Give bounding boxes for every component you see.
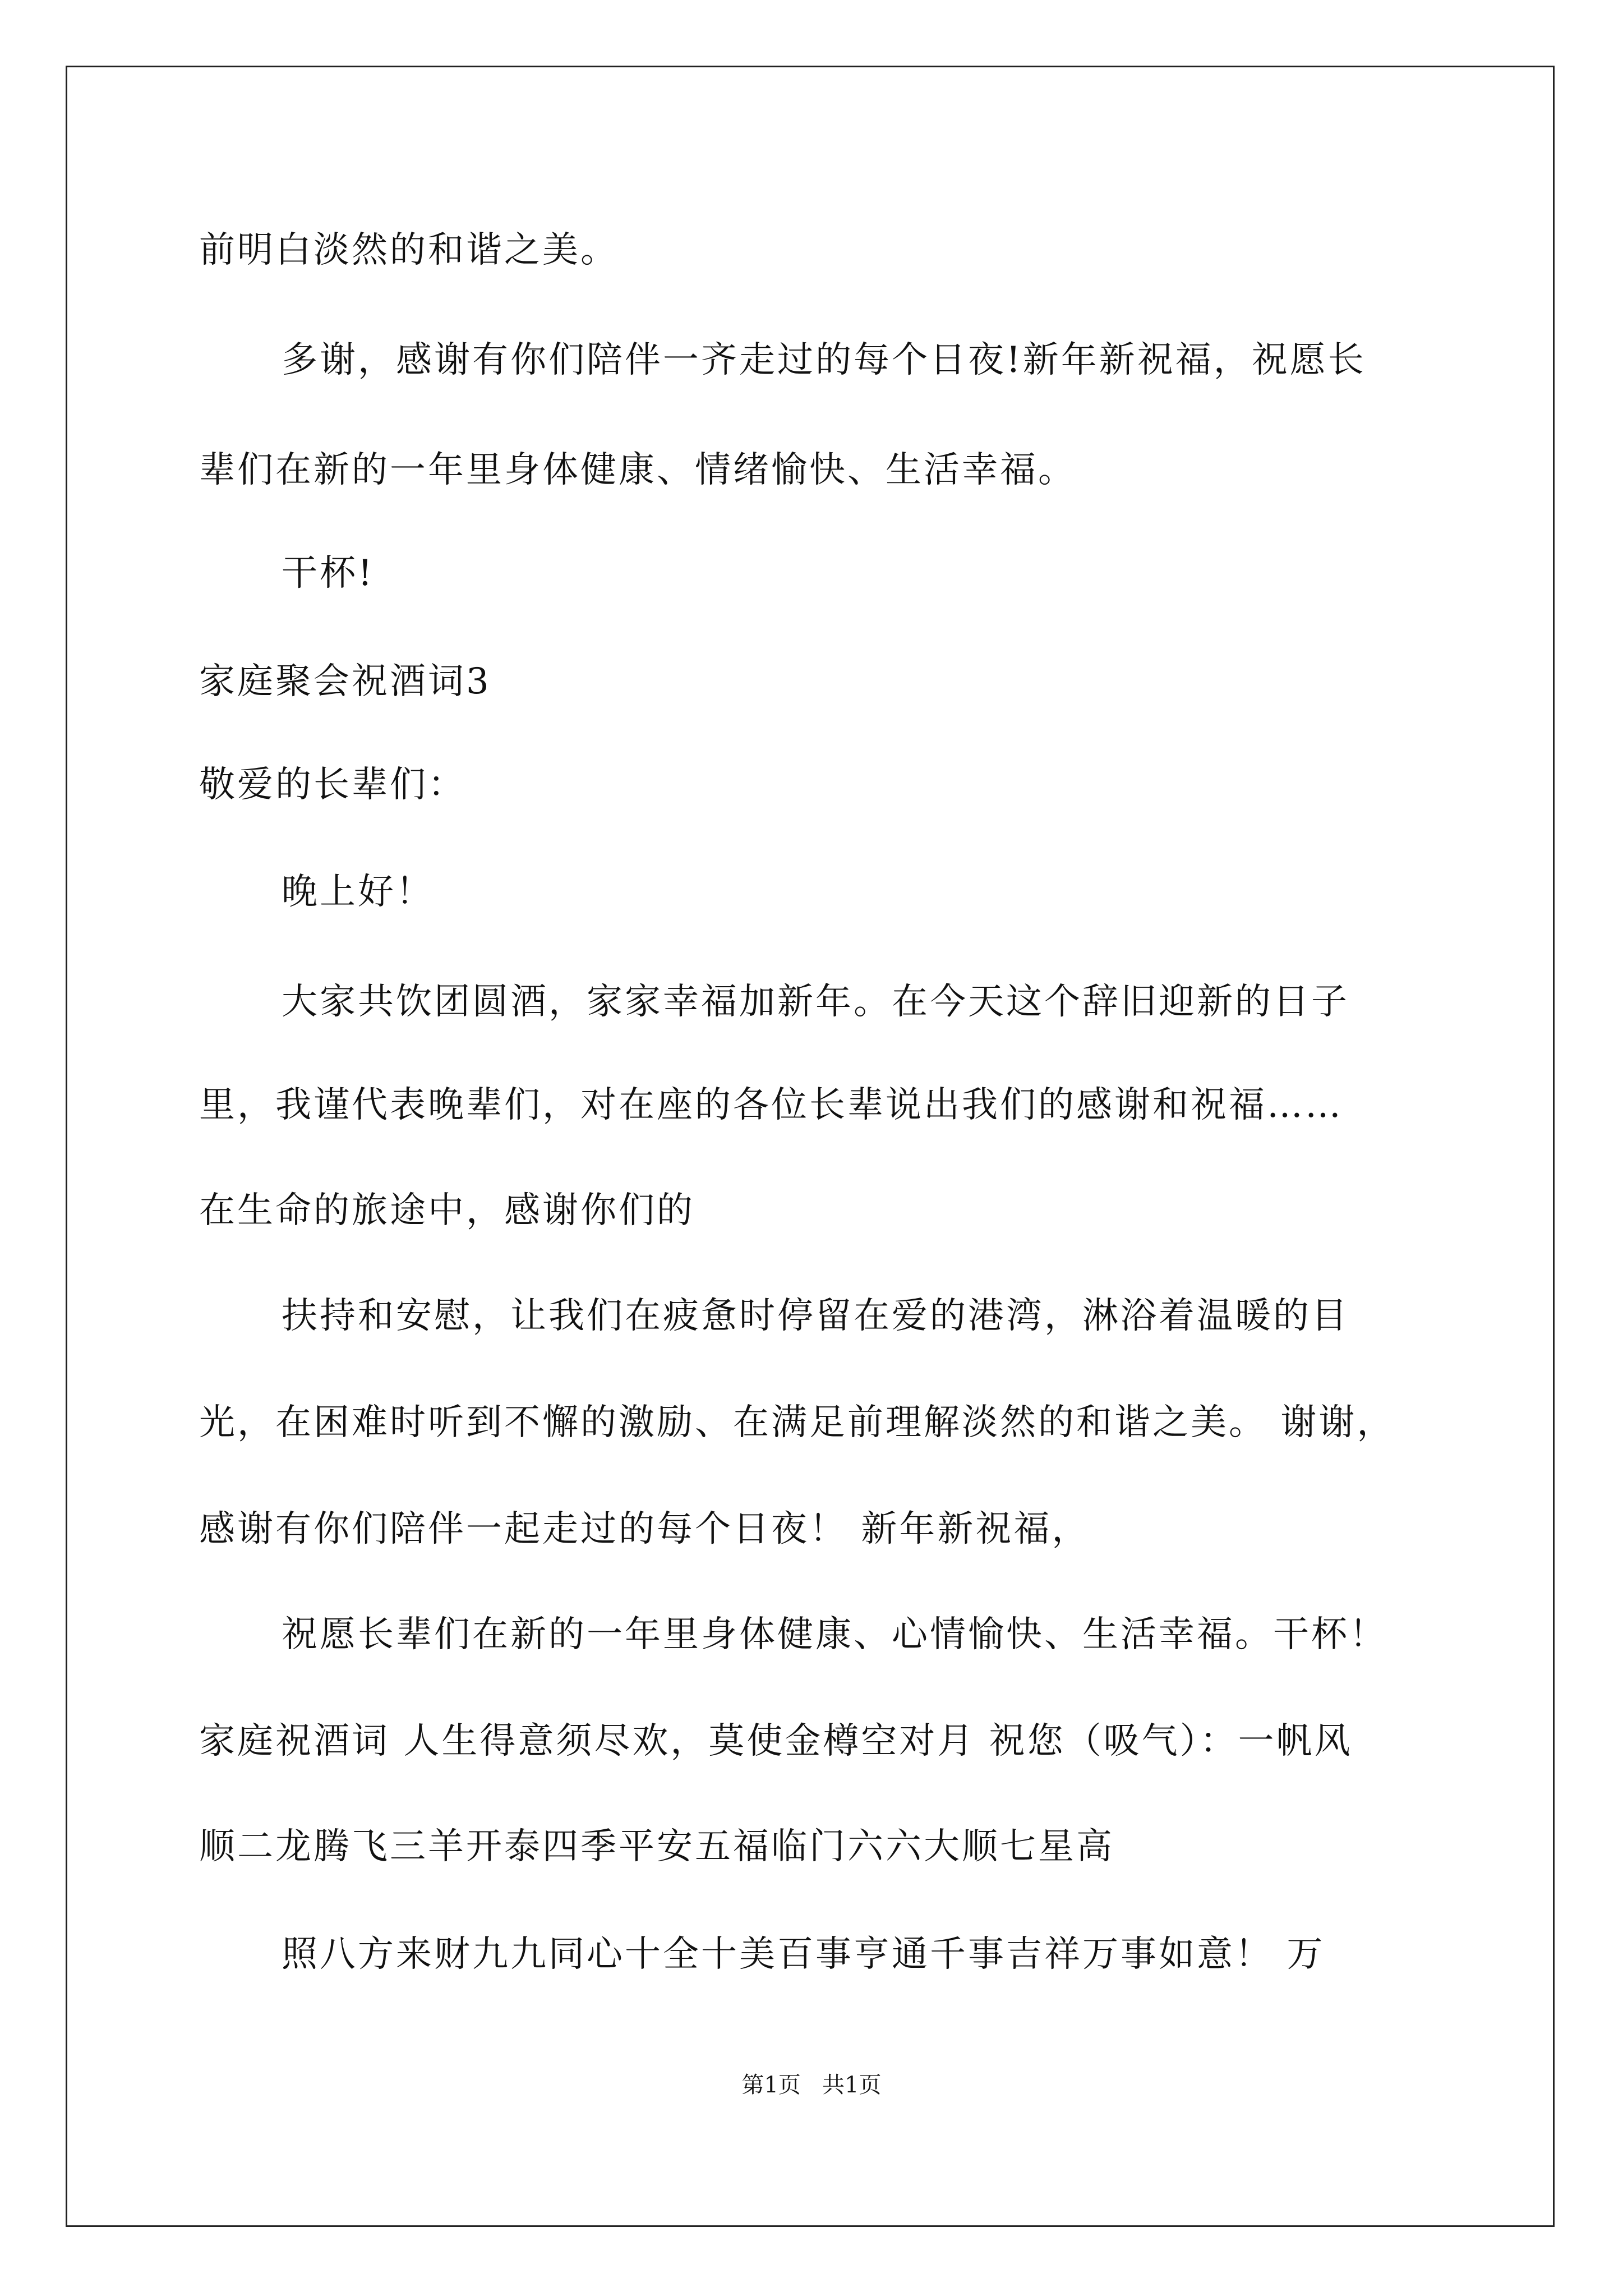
page-footer: 第1页 共1页	[741, 2072, 882, 2098]
text-line: 多谢，感谢有你们陪伴一齐走过的每个日夜!新年新祝福，祝愿长	[282, 339, 1366, 381]
text-line: 在生命的旅途中，感谢你们的	[199, 1190, 695, 1231]
text-line: 干杯!	[282, 553, 375, 594]
page-border	[66, 66, 1555, 2227]
text-line: 顺二龙腾飞三羊开泰四季平安五福临门六六大顺七星高	[199, 1826, 1114, 1867]
text-line: 祝愿长辈们在新的一年里身体健康、心情愉快、生活幸福。干杯！	[282, 1614, 1387, 1655]
text-line: 扶持和安慰，让我们在疲惫时停留在爱的港湾，淋浴着温暖的目	[282, 1295, 1349, 1337]
text-line: 光，在困难时听到不懈的激励、在满足前理解淡然的和谐之美。 谢谢，	[199, 1402, 1395, 1443]
text-line: 里，我谨代表晚辈们，对在座的各位长辈说出我们的感谢和祝福……	[199, 1084, 1343, 1126]
text-line: 家庭祝酒词 人生得意须尽欢，莫使金樽空对月 祝您（吸气）：一帆风	[199, 1720, 1353, 1762]
section-heading: 家庭聚会祝酒词3	[199, 661, 491, 702]
text-line: 前明白淡然的和谐之美。	[199, 229, 619, 271]
text-line: 感谢有你们陪伴一起走过的每个日夜！ 新年新祝福，	[199, 1508, 1090, 1550]
greeting: 晚上好！	[282, 871, 434, 913]
text-line: 照八方来财九九同心十全十美百事亨通千事吉祥万事如意！ 万	[282, 1934, 1325, 1975]
text-line: 辈们在新的一年里身体健康、情绪愉快、生活幸福。	[199, 449, 1076, 491]
text-line: 大家共饮团圆酒，家家幸福加新年。在今天这个辞旧迎新的日子	[282, 981, 1349, 1023]
salutation: 敬爱的长辈们：	[199, 764, 466, 806]
